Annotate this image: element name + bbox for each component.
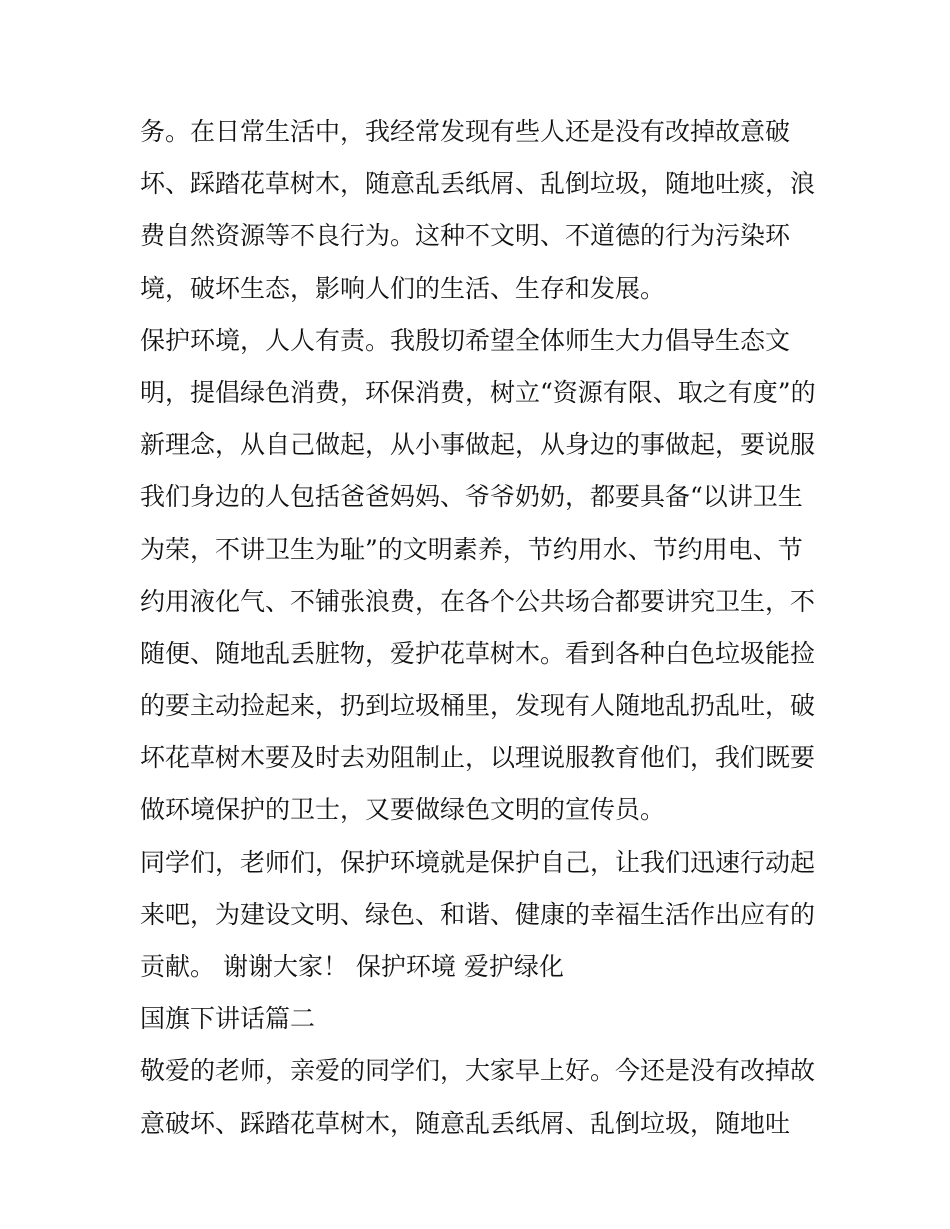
text-line: 坏花草树木要及时去劝阻制止，以理说服教育他们，我们既要 xyxy=(140,743,816,773)
text-line: 坏、踩踏花草树木，随意乱丢纸屑、乱倒垃圾，随地吐痰，浪 xyxy=(140,169,816,199)
text-line: 保护环境，人人有责。我殷切希望全体师生大力倡导生态文 xyxy=(140,325,791,355)
text-line: 新理念，从自己做起，从小事做起，从身边的事做起，要说服 xyxy=(140,430,816,460)
text-line: 做环境保护的卫士，又要做绿色文明的宣传员。 xyxy=(140,795,666,825)
text-line: 为荣，不讲卫生为耻”的文明素养，节约用水、节约用电、节 xyxy=(140,534,803,564)
text-line: 境，破坏生态，影响人们的生活、生存和发展。 xyxy=(140,273,666,303)
text-line: 敬爱的老师，亲爱的同学们，大家早上好。今还是没有改掉故 xyxy=(140,1056,816,1086)
text-line: 费自然资源等不良行为。这种不文明、不道德的行为污染环 xyxy=(140,221,791,251)
text-line: 随便、随地乱丢脏物，爱护花草树木。看到各种白色垃圾能捡 xyxy=(140,638,816,668)
text-line: 贡献。 谢谢大家！ 保护环境 爱护绿化 xyxy=(140,952,564,981)
text-line: 务。在日常生活中，我经常发现有些人还是没有改掉故意破 xyxy=(140,117,791,146)
text-line: 约用液化气、不铺张浪费，在各个公共场合都要讲究卫生，不 xyxy=(140,586,816,616)
text-line: 的要主动捡起来，扔到垃圾桶里，发现有人随地乱扔乱吐，破 xyxy=(140,691,816,721)
text-line: 同学们，老师们，保护环境就是保护自己，让我们迅速行动起 xyxy=(140,847,816,877)
text-line: 意破坏、踩踏花草树木，随意乱丢纸屑、乱倒垃圾，随地吐 xyxy=(140,1108,791,1138)
text-line: 来吧，为建设文明、绿色、和谐、健康的幸福生活作出应有的 xyxy=(140,899,816,929)
section-heading: 国旗下讲话篇二 xyxy=(140,1004,316,1034)
document-body xyxy=(140,106,820,1150)
text-line: 我们身边的人包括爸爸妈妈、爷爷奶奶，都要具备“以讲卫生 xyxy=(140,482,803,512)
text-line: 明，提倡绿色消费，环保消费，树立“资源有限、取之有度”的 xyxy=(140,377,816,407)
